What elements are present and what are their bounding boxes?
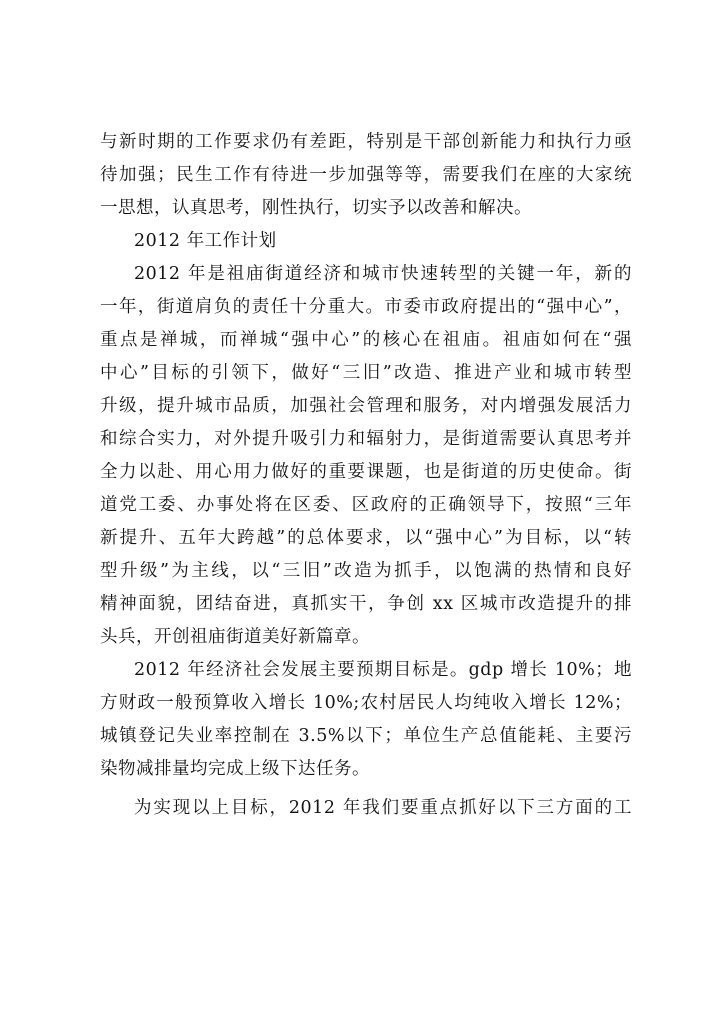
text-line: 升级，提升城市品质，加强社会管理和服务，对内增强发展活力 (100, 396, 632, 416)
text-line: 型升级”为主线，以“三旧”改造为抓手，以饱满的热情和良好 (100, 561, 632, 581)
text-line: 方财政一般预算收入增长 10%;农村居民人均纯收入增长 12%； (100, 693, 632, 713)
text-line: 为实现以上目标，2012 年我们要重点抓好以下三方面的工 (134, 798, 632, 818)
text-line: 染物减排量均完成上级下达任务。 (100, 759, 370, 779)
paragraph-plan (100, 258, 632, 654)
paragraph-next (100, 792, 632, 825)
paragraph-targets (100, 654, 632, 786)
text-line: 城镇登记失业率控制在 3.5%以下；单位生产总值能耗、主要污 (100, 726, 632, 746)
text-line: 与新时期的工作要求仍有差距，特别是干部创新能力和执行力亟 (100, 132, 632, 152)
paragraph-intro (100, 126, 632, 225)
text-line: 2012 年是祖庙街道经济和城市快速转型的关键一年，新的 (134, 264, 632, 284)
section-heading: 2012 年工作计划 (134, 231, 277, 251)
text-line: 重点是禅城，而禅城“强中心”的核心在祖庙。祖庙如何在“强 (100, 330, 632, 350)
text-line: 精神面貌，团结奋进，真抓实干，争创 xx 区城市改造提升的排 (100, 594, 632, 614)
text-line: 2012 年经济社会发展主要预期目标是。gdp 增长 10%；地 (134, 660, 632, 680)
text-line: 中心”目标的引领下，做好“三旧”改造、推进产业和城市转型 (100, 363, 632, 383)
text-line: 全力以赴、用心用力做好的重要课题，也是街道的历史使命。街 (100, 462, 632, 482)
text-line: 待加强；民生工作有待进一步加强等等，需要我们在座的大家统 (100, 165, 632, 185)
text-line: 和综合实力，对外提升吸引力和辐射力，是街道需要认真思考并 (100, 429, 632, 449)
text-line: 一思想，认真思考，刚性执行，切实予以改善和解决。 (100, 198, 532, 218)
text-line: 道党工委、办事处将在区委、区政府的正确领导下，按照“三年 (100, 495, 632, 515)
document-body (100, 126, 632, 825)
text-line: 一年，街道肩负的责任十分重大。市委市政府提出的“强中心”， (100, 297, 632, 317)
text-line: 头兵，开创祖庙街道美好新篇章。 (100, 627, 370, 647)
text-line: 新提升、五年大跨越”的总体要求，以“强中心”为目标，以“转 (100, 528, 632, 548)
